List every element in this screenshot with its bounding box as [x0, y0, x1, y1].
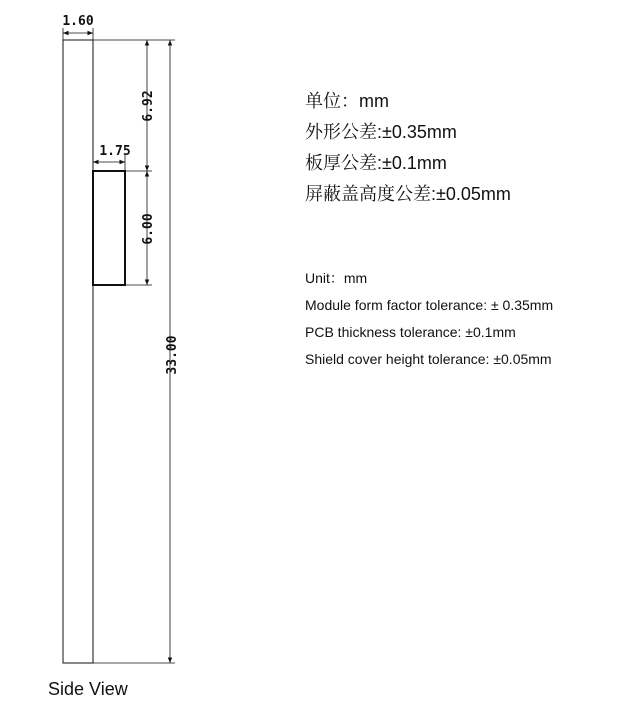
thickness-dimension: [62, 14, 93, 42]
english-notes: [305, 265, 553, 373]
note-form-factor-cn: 外形公差:±0.35mm: [305, 122, 457, 142]
shield-width-dimension-label: 1.75: [99, 144, 131, 159]
shield-offset-dimension: [141, 40, 156, 171]
note-shield-height-cn: 屏蔽盖高度公差:±0.05mm: [305, 184, 511, 204]
thickness-dimension-label: 1.60: [62, 14, 94, 29]
shield-width-dimension: [93, 144, 131, 171]
note-unit-cn: 单位：mm: [305, 91, 389, 111]
note-pcb-thickness-en: PCB thickness tolerance: ±0.1mm: [305, 324, 516, 340]
note-shield-height-en: Shield cover height tolerance: ±0.05mm: [305, 351, 552, 367]
shield-height-dimension: [141, 171, 156, 285]
total-length-dimension-label: 33.00: [165, 335, 180, 375]
note-pcb-thickness-cn: 板厚公差:±0.1mm: [305, 153, 447, 173]
total-length-dimension: [165, 40, 180, 663]
note-form-factor-en: Module form factor tolerance: ± 0.35mm: [305, 297, 554, 313]
shield-offset-dimension-label: 6.92: [141, 90, 156, 122]
shield-height-dimension-label: 6.00: [141, 213, 156, 245]
note-unit-en: Unit：mm: [305, 270, 368, 286]
chinese-notes: [305, 86, 511, 210]
pcb-board-outline: [63, 40, 93, 663]
side-view-caption: Side View: [48, 679, 128, 699]
shield-cover-outline: [93, 171, 125, 285]
